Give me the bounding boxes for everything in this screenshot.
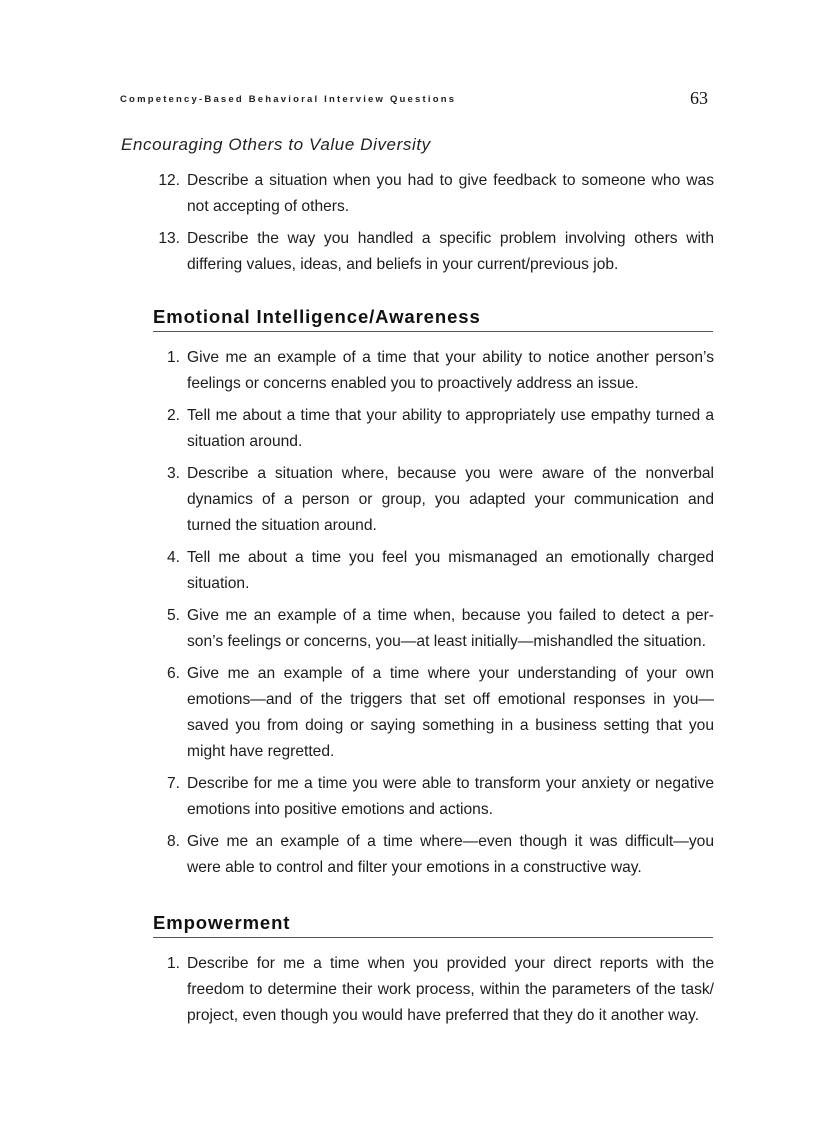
question-item xyxy=(154,829,714,881)
emotional-question-list xyxy=(154,345,714,887)
question-number: 4. xyxy=(166,549,180,566)
question-number: 13. xyxy=(158,230,180,247)
question-number: 7. xyxy=(166,775,180,792)
question-number: 2. xyxy=(166,407,180,424)
question-item xyxy=(154,771,714,823)
question-number: 12. xyxy=(158,172,180,189)
question-item xyxy=(154,403,714,455)
question-text: Describe a situation where, because you were aware of the nonverbal dynamics of a person or group, you adapted your communication and turned the situation around. xyxy=(187,465,714,534)
question-number: 6. xyxy=(166,665,180,682)
question-item xyxy=(154,345,714,397)
question-number: 5. xyxy=(166,607,180,624)
question-item xyxy=(154,603,714,655)
question-item xyxy=(154,168,714,220)
question-item xyxy=(154,226,714,278)
question-text: Describe for me a time you were able to transform your anxiety or negative emotions into positive emotions and actions. xyxy=(187,775,714,818)
question-text: Give me an example of a time where—even though it was difficult—you were able to control and filter your emotions in a constructive way. xyxy=(187,833,714,876)
question-item xyxy=(154,661,714,765)
question-text: Describe the way you handled a specific problem involving others with differing values, ideas, and beliefs in your current/previous job. xyxy=(187,230,714,273)
subsection-heading-diversity: Encouraging Others to Value Diversity xyxy=(121,135,431,154)
question-text: Tell me about a time that your ability to appropriately use empathy turned a situation around. xyxy=(187,407,714,450)
question-number: 8. xyxy=(166,833,180,850)
question-text: Describe for me a time when you provided your direct reports with the freedom to determine their work process, within the parameters of the task/ project, even though you would have preferred that they do it another way. xyxy=(187,955,714,1024)
page-number: 63 xyxy=(690,88,708,108)
question-text: Give me an example of a time where your understanding of your own emotions—and of the triggers that set off emotional responses in you—saved you from doing or saying something in a business setting that you might have regretted. xyxy=(187,665,714,760)
running-head-title: Competency-Based Behavioral Interview Questions xyxy=(120,94,457,105)
question-number: 3. xyxy=(166,465,180,482)
question-text: Give me an example of a time when, because you failed to detect a per-son’s feelings or concerns, you—at least initially—mishandled the situation. xyxy=(187,607,714,650)
question-text: Give me an example of a time that your ability to notice another person’s feelings or concerns enabled you to proactively address an issue. xyxy=(187,349,714,392)
diversity-question-list xyxy=(154,168,714,284)
question-number: 1. xyxy=(166,349,180,366)
question-item xyxy=(154,951,714,1029)
question-item xyxy=(154,461,714,539)
question-item xyxy=(154,545,714,597)
question-text: Tell me about a time you feel you mismanaged an emotionally charged situation. xyxy=(187,549,714,592)
empowerment-question-list xyxy=(154,951,714,1035)
question-number: 1. xyxy=(166,955,180,972)
question-text: Describe a situation when you had to give feedback to someone who was not accepting of others. xyxy=(187,172,714,215)
section-heading-emotional-intelligence: Emotional Intelligence/Awareness xyxy=(153,306,713,332)
section-heading-empowerment: Empowerment xyxy=(153,912,713,938)
